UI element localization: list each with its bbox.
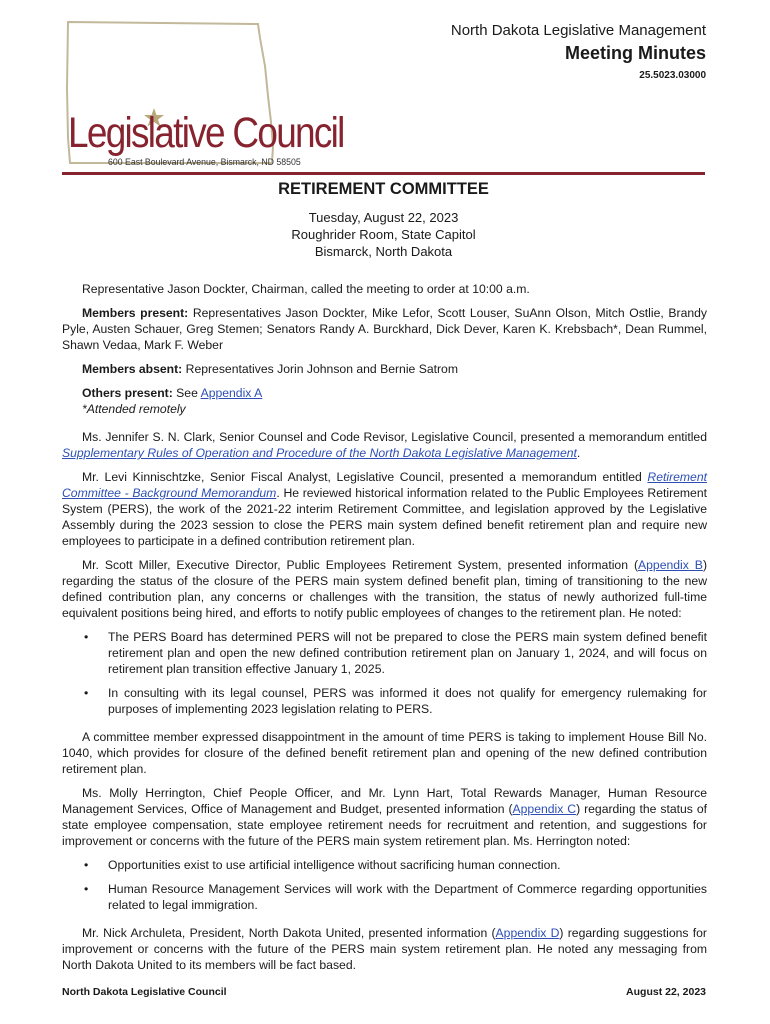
- header-organization: North Dakota Legislative Management: [450, 22, 706, 39]
- minutes-body: [62, 281, 707, 981]
- supplementary-rules-link[interactable]: Supplementary Rules of Operation and Procedure of the North Dakota Legislative Management: [62, 446, 577, 460]
- header-title: Meeting Minutes: [564, 43, 706, 63]
- footer-organization: North Dakota Legislative Council: [62, 986, 227, 998]
- clark-period: .: [576, 446, 581, 460]
- members-absent: [62, 361, 707, 377]
- herrington-bullet-1: Opportunities exist to use artificial intelligence without sacrificing human connection.: [108, 858, 561, 872]
- archuleta-text-2: ) regarding suggestions for improvement or concerns with the future of the PERS main system retirement plan. He noted any messaging from North Dakota United to its members will be fact based.: [62, 926, 707, 972]
- miller-text: Mr. Scott Miller, Executive Director, Public Employees Retirement System, presented information (: [82, 558, 639, 572]
- members-absent-label: Members absent:: [82, 362, 183, 376]
- bullet-icon: •: [84, 882, 89, 896]
- others-present-prefix: See: [176, 386, 198, 400]
- list-item: [62, 857, 707, 873]
- meeting-room: Roughrider Room, State Capitol: [291, 227, 476, 242]
- committee-member-paragraph: A committee member expressed disappointment in the amount of time PERS is taking to implement House Bill No. 1040, which provides for closure of the defined benefit retirement plan and opening of the new defined contribution retirement plan.: [62, 730, 707, 776]
- others-present: [62, 385, 707, 401]
- kinnischtzke-paragraph: [62, 469, 707, 549]
- kinnischtzke-text: Mr. Levi Kinnischtzke, Senior Fiscal Analyst, Legislative Council, presented a memorandum entitled: [82, 470, 642, 484]
- bullet-icon: •: [84, 858, 89, 872]
- herrington-text-2: ) regarding the status of state employee compensation, state employee retirement needs for recruitment and retention, and suggestions for improvement or concerns with the future of the PERS main system retirement plan. Ms. Herrington noted:: [62, 802, 708, 848]
- meeting-date: Tuesday, August 22, 2023: [308, 210, 459, 225]
- members-present: [62, 305, 707, 353]
- herrington-bullet-2: Human Resource Management Services will work with the Department of Commerce regarding opportunities related to legal immigration.: [108, 882, 707, 912]
- miller-bullet-1: The PERS Board has determined PERS will not be prepared to close the PERS main system defined benefit retirement plan and open the new defined contribution retirement plan on January 1, 2024, and will focus on retirement plan transition effective January 1, 2025.: [108, 630, 707, 676]
- header-divider: [62, 172, 705, 175]
- clark-text: Ms. Jennifer S. N. Clark, Senior Counsel and Code Revisor, Legislative Council, presented a memorandum entitled: [82, 430, 707, 444]
- attended-remotely-note: *Attended remotely: [82, 402, 186, 416]
- list-item: [62, 629, 707, 677]
- kinnischtzke-text-2: . He reviewed historical information related to the Public Employees Retirement System (PERS), the work of the 2021-22 interim Retirement Committee, and legislation approved by the Legislative Assembly during the 2023 session to close the PERS main system defined benefit retirement plan and require new employees to participate in a defined contribution retirement plan.: [62, 486, 708, 548]
- logo-address: 600 East Boulevard Avenue, Bismarck, ND 58505: [108, 157, 301, 168]
- appendix-a-link[interactable]: Appendix A: [200, 386, 263, 400]
- members-absent-list: Representatives Jorin Johnson and Bernie Satrom: [185, 362, 458, 376]
- members-present-list: Representatives Jason Dockter, Mike Lefor, Scott Louser, SuAnn Olson, Mitch Ostlie, Brandy Pyle, Austen Schauer, Greg Stemen; Senators Randy A. Burckhard, Dick Dever, Karen K. Krebsbach*, Dean Rummel, Shawn Vedaa, Mark F. Weber: [62, 306, 707, 352]
- call-to-order: Representative Jason Dockter, Chairman, called the meeting to order at 10:00 a.m.: [82, 282, 530, 296]
- bullet-icon: •: [84, 630, 89, 644]
- list-item: [62, 881, 707, 913]
- bullet-icon: •: [84, 686, 89, 700]
- others-present-label: Others present:: [82, 386, 173, 400]
- legislative-council-logo: Legislative Council: [68, 109, 344, 157]
- members-present-label: Members present:: [82, 306, 189, 320]
- footer-date: August 22, 2023: [626, 986, 706, 998]
- appendix-d-link[interactable]: Appendix D: [495, 926, 560, 940]
- archuleta-paragraph: [62, 925, 707, 973]
- list-item: [62, 685, 707, 717]
- committee-name: RETIREMENT COMMITTEE: [278, 180, 489, 198]
- meeting-city: Bismarck, North Dakota: [314, 244, 453, 259]
- miller-paragraph: [62, 557, 707, 621]
- document-number: 25.5023.03000: [639, 70, 706, 81]
- background-memorandum-link[interactable]: Retirement Committee - Background Memorandum: [62, 470, 707, 500]
- herrington-text: Ms. Molly Herrington, Chief People Officer, and Mr. Lynn Hart, Total Rewards Manager, Human Resource Management Services, Office of Management and Budget, presented information (: [62, 786, 707, 816]
- appendix-c-link[interactable]: Appendix C: [512, 802, 577, 816]
- appendix-b-link[interactable]: Appendix B: [638, 558, 703, 572]
- miller-text-2: ) regarding the status of the closure of the PERS main system defined benefit plan, timing of transitioning to the new defined contribution plan, any concerns or challenges with the transition, the status of newly authorized full-time equivalent positions being hired, and efforts to notify public employees of changes to the retirement plan. He noted:: [62, 558, 707, 620]
- clark-paragraph: [62, 429, 707, 461]
- herrington-paragraph: [62, 785, 707, 849]
- miller-bullet-2: In consulting with its legal counsel, PERS was informed it does not qualify for emergency rulemaking for purposes of implementing 2023 legislation relating to PERS.: [108, 686, 707, 716]
- archuleta-text: Mr. Nick Archuleta, President, North Dakota United, presented information (: [82, 926, 496, 940]
